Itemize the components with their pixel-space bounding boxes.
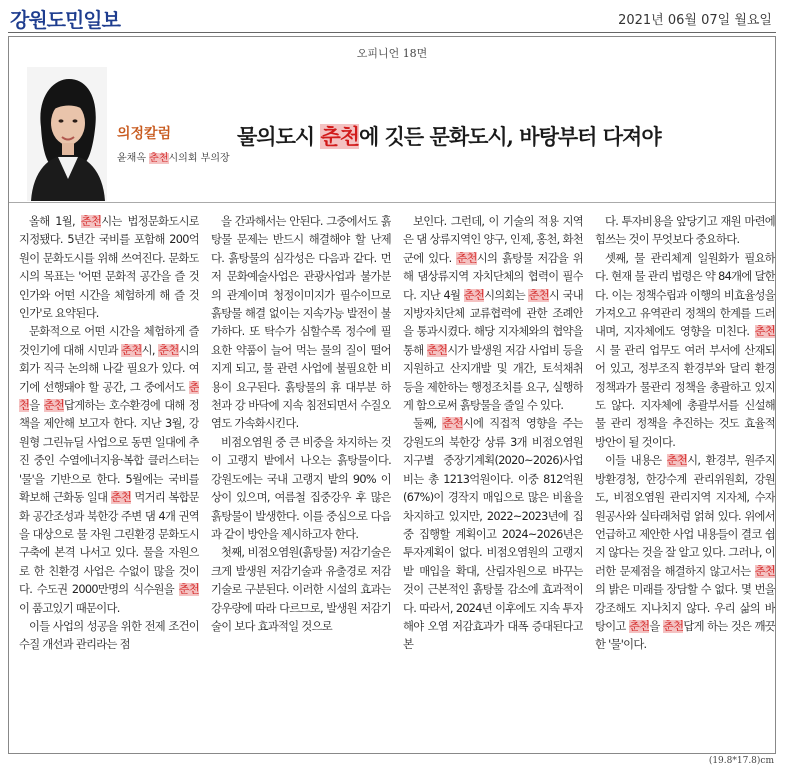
paragraph: 이들 사업의 성공을 위한 전제 조건이 수질 개선과 관리라는 점	[19, 619, 199, 652]
paragraph: 비점오염원 중 큰 비중을 차지하는 것이 고랭지 밭에서 나오는 흙탕물이다. 강원도에는 국내 고랭지 밭의 90% 이상이 있으며, 여름철 집중강우 후 많은 흙탕물이 발생한다. 이를 중심으로 다음과 같이 방안을 제시하고자 한다.	[211, 435, 391, 541]
author-role: 시의회 부의장	[168, 153, 230, 164]
author-byline	[117, 149, 230, 164]
clipping-size-note: (19.8*17.8)cm	[708, 756, 774, 766]
article-clipping	[8, 36, 776, 754]
paragraph: 이들 내용은 춘천시, 환경부, 원주지방환경청, 한강수계 관리위원회, 강원도, 비점오염원 관리지역 지자체, 수자원공사와 실타래처럼 얽혀 있다. 위에서 언급하고 제안한 사업 내용들이 결코 쉽지 않다는 것을 잘 알고 있다. 그러나, 이러한 문제점을 해결하지 않고서는 춘천의 밝은 미래를 장담할 수 없다. 몇 번을 강조해도 지나치지 않다. 우리 삶의 바탕이고 춘천을 춘천답게 하는 것은 깨끗한 '물'이다.	[595, 454, 775, 652]
text-column-3	[403, 213, 583, 743]
section-page-label: 오피니언 18면	[356, 47, 428, 60]
highlighted-term: 춘천	[662, 619, 684, 633]
headline-divider	[9, 202, 775, 203]
highlighted-term: 춘천	[754, 564, 775, 578]
highlighted-term: 춘천	[628, 619, 650, 633]
highlighted-term: 춘천	[80, 215, 102, 228]
highlighted-term: 춘천	[43, 399, 65, 413]
masthead-divider	[8, 32, 776, 33]
paragraph: 올해 1월, 춘천시는 법정문화도시로 지정됐다. 5년간 국비를 포함해 200억원이 문화도시를 위해 쓰여진다. 문화도시의 목표는 '어떤 문화적 공간을 즐 것인가와 어떤 시간을 체험하게 해 즐 것인가'로 요약된다.	[19, 215, 199, 321]
author-portrait	[27, 67, 107, 201]
author-name: 윤채옥	[117, 153, 146, 164]
publication-date: 2021년 06월 07일 월요일	[618, 13, 772, 28]
text-column-4	[595, 213, 775, 743]
highlighted-term: 춘천	[463, 288, 485, 302]
paragraph: 둘째, 춘천시에 직접적 영향을 주는 강원도의 북한강 상류 3개 비점오염원 지구별 중장기계획(2020~2026)사업비는 총 1213억원이다. 이중 812억원(67%)이 경작지 매입으로 많은 비율을 차지하고 있지만, 2022~2023년에 집중 집행할 계획이고 2024~2026년은 투자계획이 없다. 비점오염원의 고랭지밭 매입을 확대, 산림자원으로 바꾸는 것이 근본적인 흙탕물 감소에 효과적이다. 따라서, 2024년 이후에도 지속 투자해야 오염 저감효과가 대폭 증대된다고 본	[403, 417, 583, 652]
paragraph: 첫째, 비점오염원(흙탕물) 저감기술은 크게 발생원 저감기술과 유출경로 저감기술로 구분된다. 이러한 시설의 효과는 강우량에 따라 다르므로, 발생원 저감기술이 보다 효과적일 것으로	[211, 546, 391, 633]
headline-highlight: 춘천	[320, 124, 360, 149]
paragraph: 문화적으로 어떤 시간을 체험하게 즐 것인기에 대해 시민과 춘천시, 춘천시의회가 직극 논의해 나갈 필요가 있다. 여기에 선행돼야 할 공간, 그 중에서도 춘천을 춘천답게하는 호수환경에 대해 정책을 제안해 보고자 한다. 지난 3월, 강원형 그린뉴딜 사업으로 동면 일대에 추진 중인 수열에너지융·복합 클러스터는 '물'을 기반으로 한다. 5월에는 국비를 확보해 근화동 일대 춘천 먹거리 복합문화 공간조성과 북한강 주변 댐 4개 권역을 대상으로 물 자원 그린환경 문화도시 구축에 본격 나서고 있다. 물을 자원으로 한 친환경 사업은 수없이 많을 것이다. 수도권 2000만명의 식수원을 춘천이 품고있기 때문이다.	[19, 325, 199, 615]
highlighted-term: 춘천	[528, 288, 549, 302]
article-body	[19, 213, 775, 743]
headline	[237, 121, 767, 151]
highlighted-term: 춘천	[121, 343, 142, 357]
masthead	[0, 0, 786, 32]
highlighted-term: 춘천	[178, 583, 199, 597]
column-name: 의정칼럼	[117, 126, 172, 142]
author-affiliation-highlight: 춘천	[149, 153, 169, 164]
newspaper-logo: 강원도민일보	[10, 8, 120, 32]
highlighted-term: 춘천	[666, 454, 688, 468]
paragraph: 셋째, 물 관리체계 일원화가 필요하다. 현재 물 관리 법령은 약 84개에 달한다. 이는 정책수립과 이행의 비효율성을 가져오고 유역관리 정책의 한계를 드러내며, 지자체에도 영향을 미친다. 춘천시 물 관리 업무도 여러 부서에 산재되어 있고, 정부조직 환경부와 달리 환경정책과가 물관리 정책을 총괄하고 있지도 않다. 지자체에 총괄부서를 신설해 물 관리 정책을 추진하는 것도 효율적 방안이 될 것이다.	[595, 251, 775, 449]
highlighted-term: 춘천	[158, 343, 179, 357]
text-column-1	[19, 213, 199, 743]
highlighted-term: 춘천	[110, 491, 132, 505]
highlighted-term: 춘천	[442, 417, 463, 431]
highlighted-term: 춘천	[426, 343, 448, 357]
paragraph: 보인다. 그런데, 이 기술의 적용 지역은 댐 상류지역인 양구, 인제, 홍천, 화천군에 있다. 춘천시의 흙탕물 저감을 위해 댐상류지역 자치단체의 협력이 필수다. 지난 4월 춘천시의회는 춘천시 국내 지방자치단체 교류협력에 관한 조례안을 통과시켰다. 해당 지자체와의 협약을 통해 춘천시가 발생원 저감 사업비 등을 지원하고 산지개발 및 개간, 토석채취 등을 제한하는 행정조치를 요구, 실행하게 함으로써 흙탕물을 줄일 수 있다.	[403, 215, 583, 413]
paragraph: 다. 투자비용을 앞당기고 재원 마련에 힘쓰는 것이 무엇보다 중요하다.	[595, 215, 775, 247]
headline-suffix: 에 깃든 문화도시, 바탕부터 다져야	[359, 124, 661, 149]
author-portrait-image	[27, 67, 107, 201]
highlighted-term: 춘천	[19, 380, 199, 413]
paragraph: 을 간과해서는 안된다. 그중에서도 흙탕물 문제는 반드시 해결해야 할 난제다. 흙탕물의 심각성은 다음과 같다. 먼저 문화예술사업은 관광사업과 불가분의 관계이며 청정이미지가 필수이므로 흙탕물 해결 없이는 지속가능 발전이 불가하다. 또 탁수가 심할수록 정수에 필요한 약품이 늘어 먹는 물의 질이 떨어지게 되고, 물 관련 사업에 불필요한 비용이 요구된다. 흙탕물의 휴 대부분 하천과 강 바닥에 지속 침전되면서 수질오염도 가속화시킨다.	[211, 215, 391, 431]
text-column-2	[211, 213, 391, 743]
highlighted-term: 춘천	[754, 325, 775, 339]
headline-prefix: 물의도시	[237, 124, 321, 149]
highlighted-term: 춘천	[456, 251, 477, 265]
